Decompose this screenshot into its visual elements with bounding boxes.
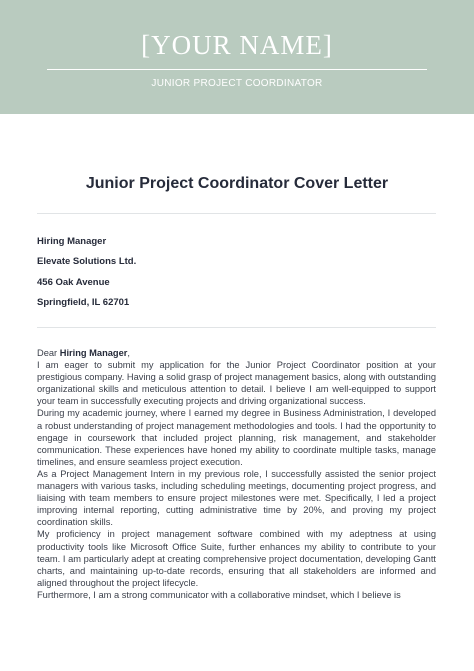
recipient-street: 456 Oak Avenue	[37, 277, 110, 288]
letter-paragraph: During my academic journey, where I earned my degree in Business Administration, I developed a robust understanding of project management methodologies and tools. I had the opportunity to engage in coursework that included project planning, risk management, and stakeholder communication. These experiences have honed my ability to coordinate multiple tasks, manage timelines, and ensure seamless project execution.	[37, 408, 436, 467]
greeting-prefix: Dear	[37, 348, 60, 358]
header-divider	[47, 69, 427, 70]
letter-paragraph: My proficiency in project management software combined with my adeptness at using productivity tools like Microsoft Office Suite, further enhances my ability to contribute to your team. I am particularly adept at creating comprehensive project documentation, developing Gantt charts, and maintaining up-to-date records, ensuring that all stakeholders are informed and aligned throughout the project lifecycle.	[37, 529, 436, 588]
letter-paragraph: Furthermore, I am a strong communicator with a collaborative mindset, which I believe is	[37, 589, 401, 600]
letter-body	[37, 347, 436, 601]
letter-paragraph: I am eager to submit my application for the Junior Project Coordinator position at your prestigious company. Having a solid grasp of project management basics, along with outstanding organizational skills and meticulous attention to detail. I believe I am well-equipped to support your team in successfully executing projects and driving organizational success.	[37, 360, 436, 407]
recipient-company: Elevate Solutions Ltd.	[37, 256, 137, 267]
title-divider	[37, 213, 436, 214]
address-divider	[37, 327, 436, 328]
applicant-name: [YOUR NAME]	[141, 30, 333, 60]
header-banner	[0, 0, 474, 114]
recipient-name: Hiring Manager	[37, 236, 107, 247]
applicant-role: JUNIOR PROJECT COORDINATOR	[151, 78, 323, 89]
greeting-suffix: ,	[127, 348, 130, 358]
recipient-city: Springfield, IL 62701	[37, 297, 130, 308]
letter-paragraph: As a Project Management Intern in my previous role, I successfully assisted the senior project managers with various tasks, including scheduling meetings, documenting project progress, and liaising with team members to ensure project milestones were met. Specifically, I led a project improving internal reporting, cutting administrative time by 20%, and proving my project coordination skills.	[37, 468, 436, 528]
document-title: Junior Project Coordinator Cover Letter	[85, 175, 389, 192]
letter-greeting	[37, 347, 436, 359]
greeting-name: Hiring Manager	[59, 348, 128, 358]
